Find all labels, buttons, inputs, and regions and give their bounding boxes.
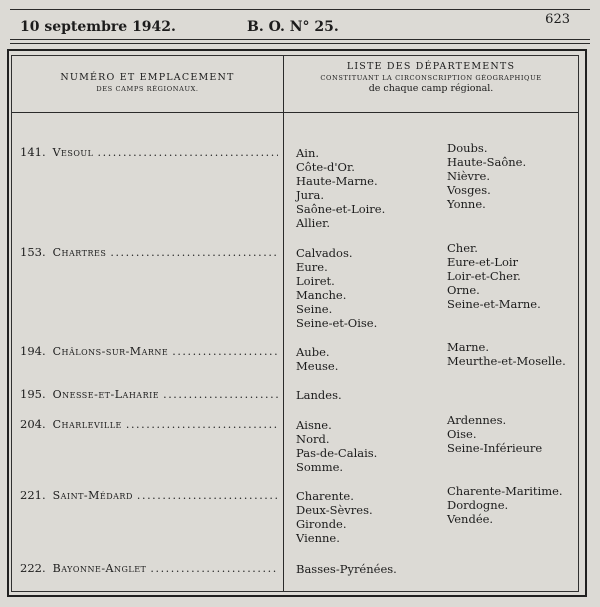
camp-name: Châlons-sur-Marne bbox=[52, 345, 169, 358]
right-heading-line1: LISTE DES DÉPARTEMENTS bbox=[346, 61, 516, 72]
right-heading-line3: de chaque camp régional. bbox=[368, 82, 494, 94]
department-name: Aube. bbox=[296, 345, 330, 359]
department-name: Cher. bbox=[447, 241, 478, 255]
department-name: Meuse. bbox=[296, 359, 339, 373]
right-heading-line2: CONSTITUANT LA CIRCONSCRIPTION GÉOGRAPHIQUE bbox=[320, 73, 542, 82]
dot-leader bbox=[98, 146, 279, 159]
camp-number: 195. bbox=[20, 387, 46, 401]
department-name: Yonne. bbox=[447, 197, 486, 211]
department-name: Manche. bbox=[296, 288, 347, 302]
left-column-heading bbox=[12, 72, 283, 94]
department-name: Nièvre. bbox=[447, 169, 491, 183]
department-name: Charente-Maritime. bbox=[447, 484, 563, 498]
department-name: Meurthe-et-Moselle. bbox=[447, 354, 566, 368]
dot-leader bbox=[110, 246, 278, 259]
department-name: Somme. bbox=[296, 460, 344, 474]
department-name: Eure-et-Loir bbox=[447, 255, 519, 269]
department-name: Orne. bbox=[447, 283, 480, 297]
department-name: Ardennes. bbox=[447, 413, 507, 427]
camp-entry bbox=[20, 417, 282, 433]
department-name: Seine-et-Oise. bbox=[296, 316, 378, 330]
department-name: Seine-et-Marne. bbox=[447, 297, 541, 311]
right-heading-rule bbox=[284, 112, 578, 113]
camp-number: 222. bbox=[20, 561, 46, 575]
department-name: Côte-d'Or. bbox=[296, 160, 355, 174]
department-name: Jura. bbox=[296, 188, 325, 202]
department-name: Basses-Pyrénées. bbox=[296, 562, 397, 576]
column-divider bbox=[283, 56, 284, 591]
dot-leader bbox=[137, 489, 278, 502]
department-name: Deux-Sèvres. bbox=[296, 503, 373, 517]
camp-name: Onesse-et-Laharie bbox=[52, 388, 160, 401]
left-heading-line1: NUMÉRO ET EMPLACEMENT bbox=[60, 72, 235, 83]
camp-number: 221. bbox=[20, 488, 46, 502]
camp-number: 141. bbox=[20, 145, 46, 159]
department-name: Charente. bbox=[296, 489, 354, 503]
bulletin-number: B. O. N° 25. bbox=[247, 19, 339, 35]
department-name: Haute-Marne. bbox=[296, 174, 378, 188]
header-top-rule bbox=[10, 9, 590, 10]
department-name: Loiret. bbox=[296, 274, 335, 288]
camp-number: 153. bbox=[20, 245, 46, 259]
department-name: Eure. bbox=[296, 260, 328, 274]
camp-entry bbox=[20, 561, 282, 577]
dot-leader bbox=[126, 418, 278, 431]
department-name: Marne. bbox=[447, 340, 489, 354]
page-number: 623 bbox=[545, 12, 570, 27]
dot-leader bbox=[150, 562, 278, 575]
department-name: Allier. bbox=[296, 216, 331, 230]
dot-leader bbox=[172, 345, 278, 358]
right-column-heading bbox=[284, 61, 578, 96]
camp-entry bbox=[20, 344, 282, 360]
left-heading-line2: DES CAMPS RÉGIONAUX. bbox=[96, 84, 199, 93]
camp-name: Bayonne-Anglet bbox=[52, 562, 147, 575]
header-rule-2 bbox=[10, 43, 590, 44]
camp-name: Vesoul bbox=[52, 146, 94, 159]
department-name: Seine-Inférieure bbox=[447, 441, 543, 455]
camp-entry bbox=[20, 387, 282, 403]
dot-leader bbox=[163, 388, 278, 401]
department-name: Landes. bbox=[296, 388, 342, 402]
camp-name: Saint-Médard bbox=[52, 489, 133, 502]
camp-number: 204. bbox=[20, 417, 46, 431]
department-name: Loir-et-Cher. bbox=[447, 269, 521, 283]
department-name: Vienne. bbox=[296, 531, 340, 545]
department-name: Haute-Saône. bbox=[447, 155, 527, 169]
camp-entry bbox=[20, 145, 282, 161]
camp-entry bbox=[20, 245, 282, 261]
department-name: Vosges. bbox=[447, 183, 491, 197]
department-name: Calvados. bbox=[296, 246, 353, 260]
header-rule-1 bbox=[10, 39, 590, 40]
department-name: Vendée. bbox=[447, 512, 494, 526]
department-name: Nord. bbox=[296, 432, 330, 446]
camp-name: Chartres bbox=[52, 246, 107, 259]
department-name: Gironde. bbox=[296, 517, 347, 531]
issue-date: 10 septembre 1942. bbox=[20, 19, 176, 35]
department-name: Pas-de-Calais. bbox=[296, 446, 378, 460]
department-name: Aisne. bbox=[296, 418, 332, 432]
left-heading-rule bbox=[12, 112, 283, 113]
camp-number: 194. bbox=[20, 344, 46, 358]
department-name: Seine. bbox=[296, 302, 333, 316]
department-name: Oise. bbox=[447, 427, 477, 441]
camp-entry bbox=[20, 488, 282, 504]
department-name: Saône-et-Loire. bbox=[296, 202, 386, 216]
department-name: Dordogne. bbox=[447, 498, 509, 512]
camp-name: Charleville bbox=[52, 418, 122, 431]
department-name: Ain. bbox=[296, 146, 320, 160]
department-name: Doubs. bbox=[447, 141, 488, 155]
